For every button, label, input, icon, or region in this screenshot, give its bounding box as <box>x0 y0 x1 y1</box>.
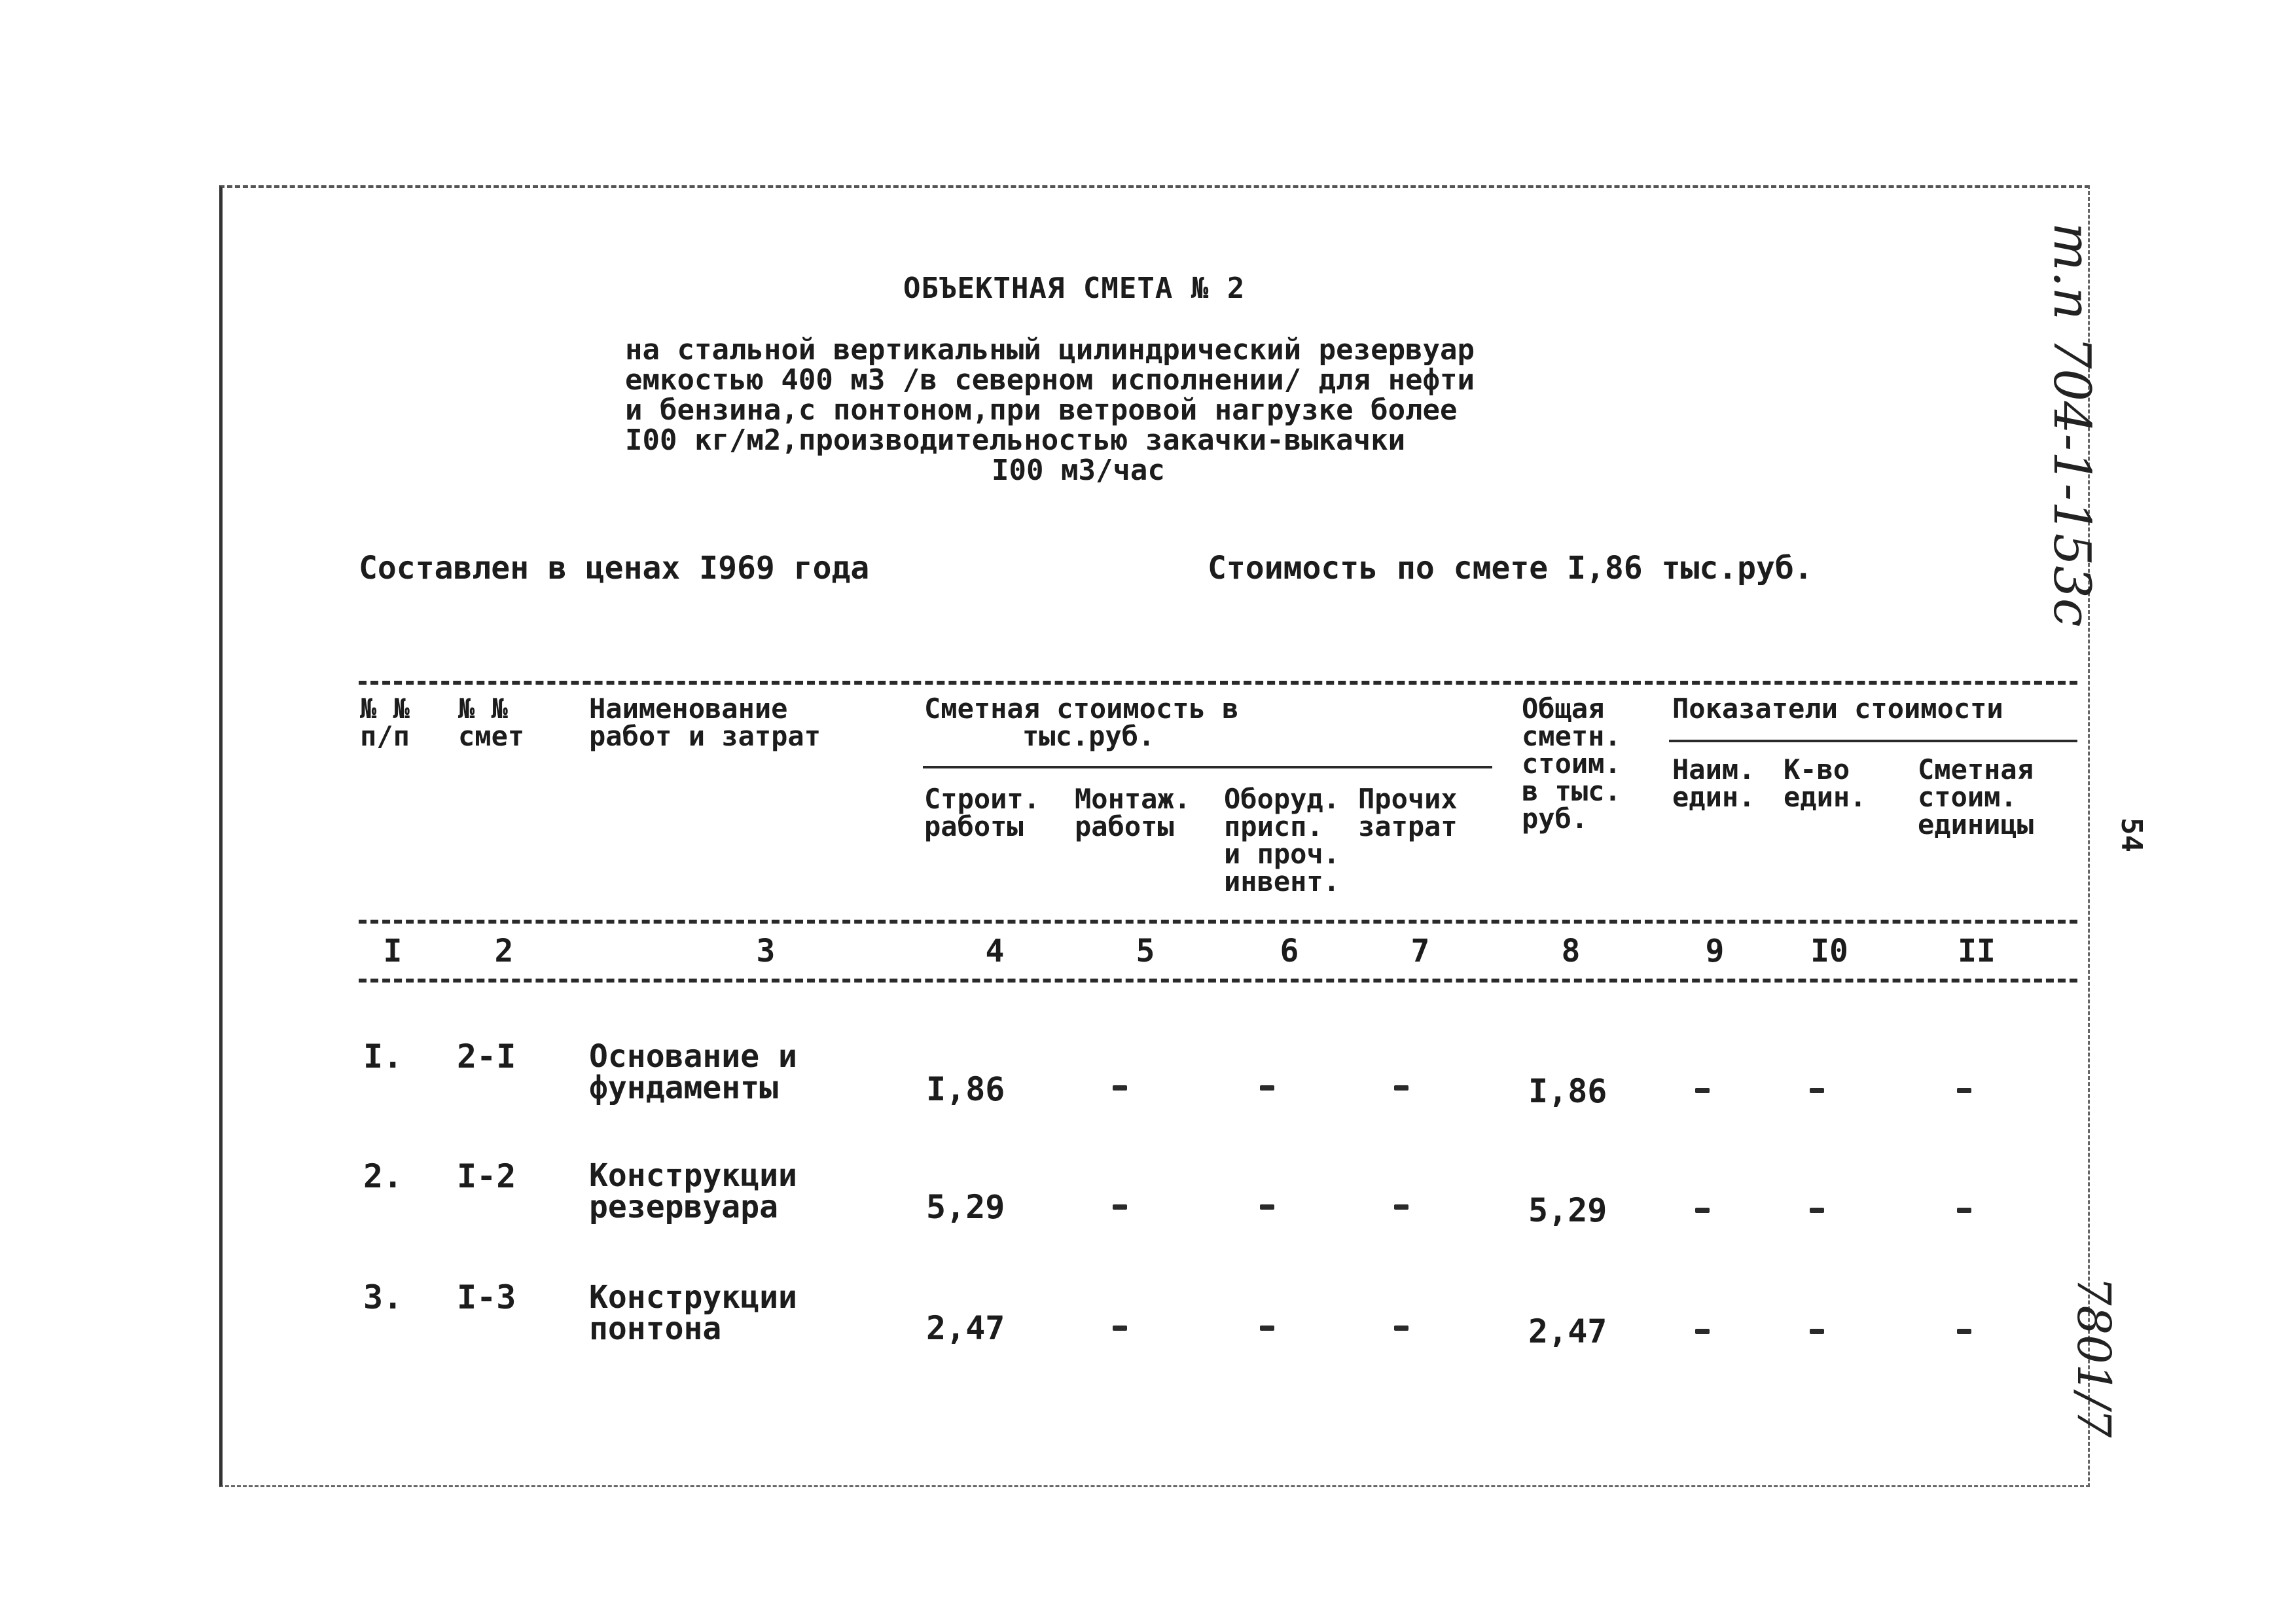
subtitle-line: и бензина,с понтоном,при ветровой нагрузке более <box>625 393 1458 427</box>
header-estimate-number: № № смет <box>458 693 525 752</box>
unit-name-empty <box>1695 1088 1710 1093</box>
column-number: 8 <box>1561 933 1581 969</box>
subtitle-line: на стальной вертикальный цилиндрический резервуар <box>625 333 1475 367</box>
unit-quantity-empty <box>1810 1208 1824 1213</box>
header-work-name: Наименование работ и затрат <box>589 693 821 752</box>
unit-name-empty <box>1695 1208 1710 1213</box>
other-cost-empty <box>1394 1204 1408 1210</box>
total-cost: Стоимость по смете I,86 тыс.руб. <box>1208 550 1813 586</box>
subtitle-line: I00 м3/час <box>992 454 1165 487</box>
document-title: ОБЪЕКТНАЯ СМЕТА № 2 <box>903 272 1246 305</box>
header-total-cost: Общая сметн. стоим. в тыс. руб. <box>1522 693 1621 835</box>
column-number: I <box>383 933 403 969</box>
row-number: 3. <box>363 1278 403 1316</box>
cost-group-rule <box>923 766 1492 768</box>
unit-quantity-empty <box>1810 1088 1824 1093</box>
estimate-number: I-3 <box>457 1278 516 1316</box>
estimate-number: 2-I <box>457 1038 516 1075</box>
column-number: I0 <box>1810 933 1848 969</box>
column-numbers-rule <box>359 979 2077 983</box>
construction-cost: 5,29 <box>926 1188 1005 1226</box>
column-number: 2 <box>494 933 514 969</box>
other-cost-empty <box>1394 1326 1408 1331</box>
installation-cost-empty <box>1113 1326 1127 1331</box>
column-number: 5 <box>1136 933 1155 969</box>
handwritten-project-code: т.п 704-1-153с <box>2042 223 2101 627</box>
other-cost-empty <box>1394 1085 1408 1091</box>
row-number: 2. <box>363 1157 403 1195</box>
construction-cost: I,86 <box>926 1070 1005 1108</box>
equipment-cost-empty <box>1260 1326 1274 1331</box>
header-unit-quantity: К-во един. <box>1784 753 1867 813</box>
equipment-cost-empty <box>1260 1204 1274 1210</box>
header-installation-works: Монтаж. работы <box>1075 783 1191 842</box>
column-number: 4 <box>985 933 1005 969</box>
column-number: 7 <box>1410 933 1430 969</box>
installation-cost-empty <box>1113 1085 1127 1091</box>
column-number: 9 <box>1705 933 1725 969</box>
column-number: 6 <box>1280 933 1299 969</box>
row-number: I. <box>363 1038 403 1075</box>
unit-cost-empty <box>1957 1329 1971 1334</box>
column-number: 3 <box>756 933 776 969</box>
unit-cost-empty <box>1957 1208 1971 1213</box>
unit-cost-empty <box>1957 1088 1971 1093</box>
total-cost-value: 5,29 <box>1528 1191 1607 1229</box>
header-cost-group: Сметная стоимость в тыс.руб. <box>924 693 1239 752</box>
subtitle-line: I00 кг/м2,производительностью закачки-выкачки <box>625 424 1406 457</box>
header-equipment: Оборуд. присп. и проч. инвент. <box>1224 783 1340 897</box>
installation-cost-empty <box>1113 1204 1127 1210</box>
table-top-rule <box>359 681 2077 685</box>
unit-name-empty <box>1695 1329 1710 1334</box>
work-name: Конструкции резервуара <box>589 1157 797 1225</box>
header-indicators-group: Показатели стоимости <box>1672 693 2003 725</box>
estimate-number: I-2 <box>457 1157 516 1195</box>
indicators-group-rule <box>1669 740 2077 742</box>
construction-cost: 2,47 <box>926 1309 1005 1347</box>
column-number: II <box>1958 933 1996 969</box>
header-construction-works: Строит. работы <box>924 783 1041 842</box>
total-cost-value: I,86 <box>1528 1072 1607 1110</box>
header-other-costs: Прочих затрат <box>1358 783 1458 842</box>
page-number: 54 <box>2114 818 2148 852</box>
header-unit-cost: Сметная стоим. единицы <box>1918 753 2034 840</box>
header-row-number: № № п/п <box>360 693 410 752</box>
header-unit-name: Наим. един. <box>1672 753 1755 813</box>
work-name: Основание и фундаменты <box>589 1038 797 1106</box>
equipment-cost-empty <box>1260 1085 1274 1091</box>
subtitle-line: емкостью 400 м3 /в северном исполнении/ для нефти <box>625 363 1475 397</box>
total-cost-value: 2,47 <box>1528 1312 1607 1350</box>
document-subtitle <box>625 335 1475 486</box>
prices-year: Составлен в ценах I969 года <box>359 550 870 586</box>
header-bottom-rule <box>359 920 2077 924</box>
handwritten-inventory-number: 7801/7 <box>2067 1276 2121 1438</box>
unit-quantity-empty <box>1810 1329 1824 1334</box>
work-name: Конструкции понтона <box>589 1279 797 1347</box>
